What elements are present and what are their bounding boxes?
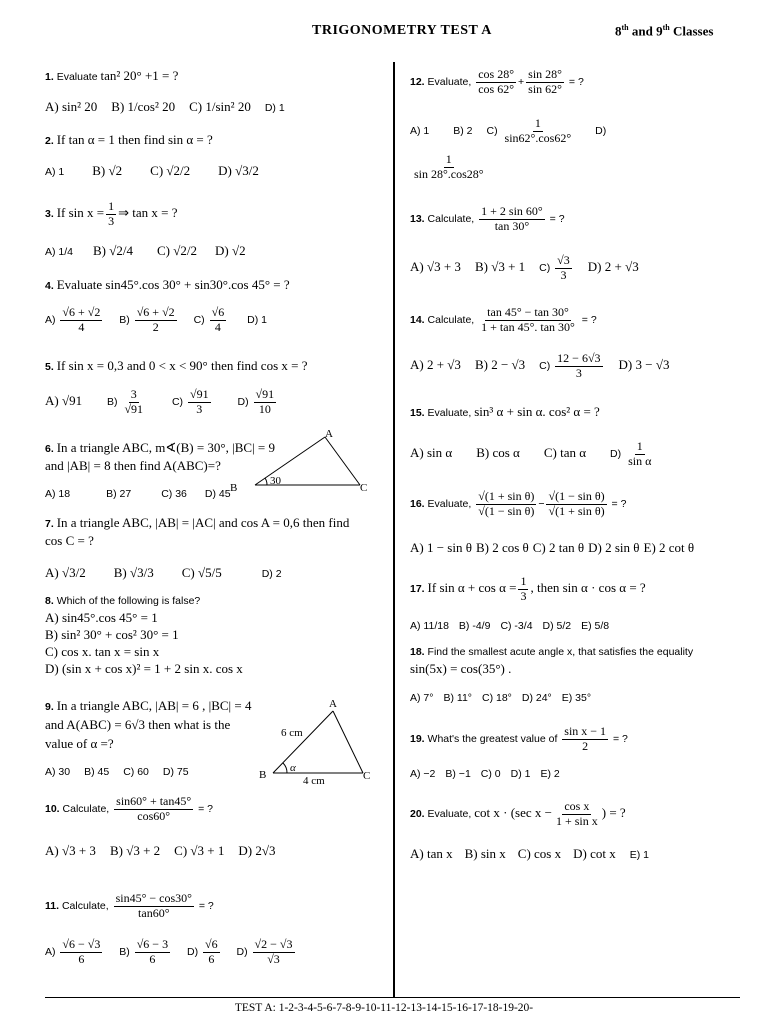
question-7-line2: cos C = ? — [45, 533, 94, 548]
question-8: 8. Which of the following is false? — [45, 595, 201, 607]
question-9-line3: value of α =? — [45, 736, 114, 751]
question-3: 3. If sin x = $\frac{1}{3}$ ⇒ tan x = ? — [45, 199, 178, 228]
question-7: 7. In a triangle ABC, |AB| = |AC| and cos A = 0,6 then find — [45, 515, 350, 530]
vertex-c: C — [360, 482, 368, 494]
answers-12-d: $\frac{1}{\sin 28^\circ.\cos 28^\circ}$ — [414, 152, 484, 181]
vertex-b: B — [230, 482, 238, 494]
question-15: 15. Evaluate, sin³ α + sin α. cos² α = ? — [410, 404, 600, 419]
answers-8: A) sin45°.cos 45° = 1 B) sin² 30° + cos² 30° = 1 C) cos x. tan x = sin x D) (sin x + cos x)² = 1 + 2 sin x. cos x — [45, 610, 243, 676]
side-bc-label: 4 cm — [303, 775, 325, 785]
vertex-b: B — [259, 769, 267, 781]
answers-3: A) 1/4 B) √2/4 C) √2/2 D) √2 — [45, 243, 246, 258]
question-10: 10. Calculate, $\frac{\sin 60^\circ + \tan 45^\circ}{\cos 60^\circ}$ = ? — [45, 794, 213, 823]
question-4: 4. Evaluate sin45°.cos 30° + sin30°.cos 45° = ? — [45, 277, 290, 292]
question-20: 20. Evaluate, cot x · (sec x − $\frac{\text{cos x}}{\text{1 + sin x}}$ ) = ? — [410, 799, 626, 828]
vertex-a: A — [325, 428, 333, 440]
triangle-figure-6 — [225, 425, 375, 500]
question-5: 5. If sin x = 0,3 and 0 < x < 90° then find cos x = ? — [45, 358, 308, 373]
answers-1: A) sin² 20 B) 1/cos² 20 C) 1/sin² 20 D) 1 — [45, 99, 285, 114]
question-6: 6. In a triangle ABC, m∢(B) = 30°, |BC| = 9 — [45, 440, 275, 455]
footer-divider — [45, 997, 740, 998]
question-12: 12. Evaluate, $\frac{\cos 28^\circ}{\cos 62^\circ}$ + $\frac{\sin 28^\circ}{\sin 62^\circ}$ = ? — [410, 67, 584, 96]
question-9-line2: and A(ABC) = 6√3 then what is the — [45, 717, 231, 732]
answers-11: A) $\frac{√6 - √3}{6}$ B) $\frac{√6 - 3}{6}$ D) $\frac{√6}{6}$ D) $\frac{√2 - √3}{√3}$ — [45, 937, 293, 966]
answers-14: A) 2 + √3 B) 2 − √3 C) $\frac{12 - 6√3}{3}$ D) 3 − √3 — [410, 351, 670, 380]
question-16: 16. Evaluate, $\frac{\text{√(1 + sin θ)}}{\text{√(1 − sin θ)}}$ − $\frac{\text{√(1 − sin θ)}}{\text{√(1 + sin θ)}}$ = ? — [410, 489, 627, 518]
answers-2: A) 1 B) √2 C) √2/2 D) √3/2 — [45, 163, 259, 178]
answers-12: A) 1 B) 2 C) $\frac{1}{\sin 62^\circ.\cos 62^\circ}$ D) — [410, 116, 607, 145]
answers-20: A) tan x B) sin x C) cos x D) cot x E) 1 — [410, 846, 649, 861]
question-17: 17. If sin α + cos α = $\frac{1}{3}$ , then sin α · cos α = ? — [410, 574, 646, 603]
answer-key-line: TEST A: 1-2-3-4-5-6-7-8-9-10-11-12-13-14-15-16-17-18-19-20- — [234, 1002, 534, 1014]
answers-18: A) 7° B) 11° C) 18° D) 24° E) 35° — [410, 692, 592, 704]
side-ab-label: 6 cm — [281, 727, 303, 739]
angle-alpha: α — [290, 762, 296, 774]
column-divider — [393, 62, 395, 997]
classes-label: 8th and 9th Classes — [615, 23, 714, 39]
angle-label: 30 — [270, 475, 281, 487]
vertex-a: A — [329, 698, 337, 710]
question-6-line2: and |AB| = 8 then find A(ABC)=? — [45, 458, 221, 473]
question-18-line2: sin(5x) = cos(35°) . — [410, 661, 512, 676]
question-13: 13. Calculate, $\frac{1 + 2 \sin 60^\circ}{\tan 30^\circ}$ = ? — [410, 204, 565, 233]
triangle-figure-9 — [255, 695, 380, 785]
vertex-c: C — [363, 770, 371, 782]
answers-13: A) √3 + 3 B) √3 + 1 C) $\frac{√3}{3}$ D) 2 + √3 — [410, 253, 639, 282]
question-1: 1. Evaluate tan² 20° +1 = ? — [45, 68, 179, 83]
answers-6: A) 18 B) 27 C) 36 D) 45 — [45, 488, 231, 500]
answers-5: A) √91 B) $\frac{3}{√91}$ C) $\frac{√91}{3}$ D) $\frac{√91}{10}$ — [45, 387, 275, 416]
question-2: 2. If tan α = 1 then find sin α = ? — [45, 132, 213, 147]
question-9: 9. In a triangle ABC, |AB| = 6 , |BC| = 4 — [45, 698, 252, 713]
answers-4: A) $\frac{√6 + √2}{4}$ B) $\frac{√6 + √2}{2}$ C) $\frac{√6}{4}$ D) 1 — [45, 305, 267, 334]
answers-10: A) √3 + 3 B) √3 + 2 C) √3 + 1 D) 2√3 — [45, 843, 276, 858]
answers-19: A) −2 B) −1 C) 0 D) 1 E) 2 — [410, 768, 560, 780]
answers-15: A) sin α B) cos α C) tan α D) $\frac{1}{\text{sin α}}$ — [410, 439, 652, 468]
answers-16: A) 1 − sin θ B) 2 cos θ C) 2 tan θ D) 2 sin θ E) 2 cot θ — [410, 540, 695, 555]
answers-17: A) 11/18 B) -4/9 C) -3/4 D) 5/2 E) 5/8 — [410, 620, 610, 632]
question-14: 14. Calculate, $\frac{\tan 45^\circ - \tan 30^\circ}{1 + \tan 45^\circ. \tan 30^\circ}$ = ? — [410, 305, 597, 334]
question-18: 18. Find the smallest acute angle x, that satisfies the equality — [410, 646, 694, 658]
question-19: 19. What's the greatest value of $\frac{\text{sin x − 1}}{2}$ = ? — [410, 724, 628, 753]
answers-9: A) 30 B) 45 C) 60 D) 75 — [45, 766, 189, 778]
question-11: 11. Calculate, $\frac{\sin 45^\circ - \cos 30^\circ}{\tan 60^\circ}$ = ? — [45, 891, 214, 920]
answers-7: A) √3/2 B) √3/3 C) √5/5 D) 2 — [45, 565, 282, 580]
test-title: TRIGONOMETRY TEST A — [312, 23, 492, 38]
